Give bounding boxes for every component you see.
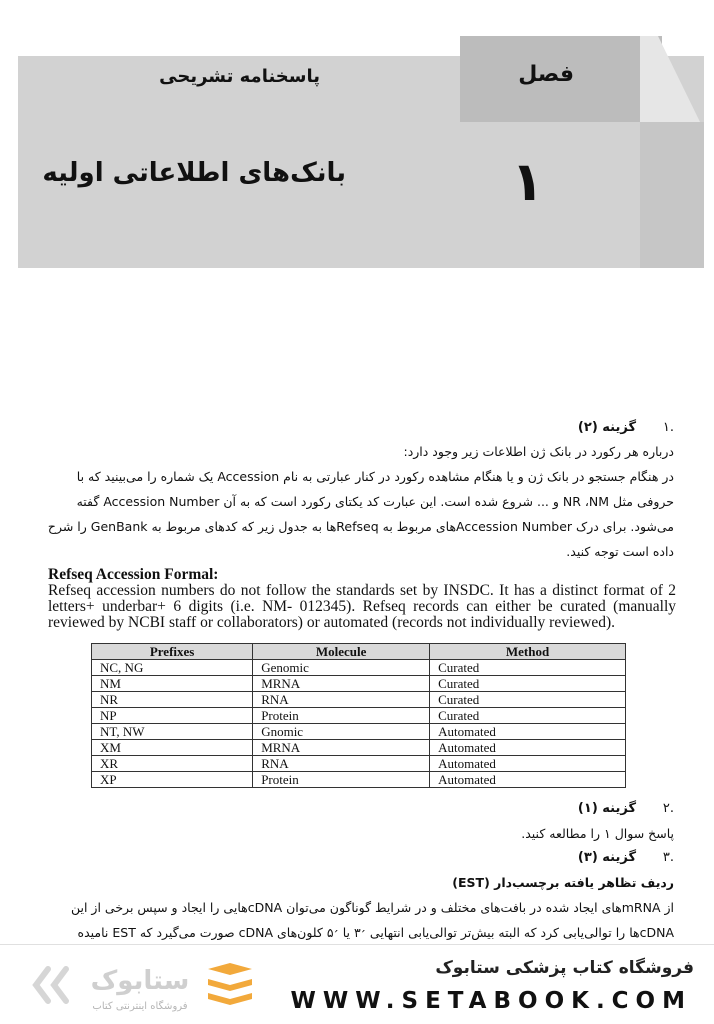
chapter-label: فصل — [518, 62, 574, 87]
cell-method: Automated — [430, 740, 626, 756]
question-3-number: .۳ — [662, 850, 674, 865]
question-1-line-4: می‌شود. برای درک Accession Numberهای مربوط به Refseqها به جدول زیر که کدهای مربوط به GenBank را شرح — [47, 519, 674, 534]
cell-prefix: NP — [92, 708, 253, 724]
question-1-line-2: در هنگام جستجو در بانک ژن و یا هنگام مشاهده رکورد در کنار عبارتی به نام Accession یک شماره را می‌بینید که با — [76, 469, 674, 484]
cell-method: Automated — [430, 772, 626, 788]
chapter-number: ۱ — [511, 150, 544, 213]
question-2-number: .۲ — [662, 801, 674, 816]
cell-method: Curated — [430, 676, 626, 692]
logo-graphic — [30, 955, 280, 1015]
cell-prefix: XP — [92, 772, 253, 788]
cell-method: Automated — [430, 756, 626, 772]
footer-divider — [0, 944, 714, 945]
column-header-molecule: Molecule — [253, 644, 430, 660]
cell-molecule: Genomic — [253, 660, 430, 676]
footer-shop-name: فروشگاه کتاب پزشکی ستابوک — [435, 958, 694, 978]
cell-molecule: Protein — [253, 772, 430, 788]
cell-prefix: XM — [92, 740, 253, 756]
cell-prefix: NM — [92, 676, 253, 692]
cell-molecule: MRNA — [253, 676, 430, 692]
column-header-method: Method — [430, 644, 626, 660]
logo-tagline: فروشگاه اینترنتی کتاب — [92, 1001, 188, 1012]
cell-prefix: NC, NG — [92, 660, 253, 676]
cell-molecule: Protein — [253, 708, 430, 724]
refseq-prefix-table — [91, 643, 626, 788]
table-row — [92, 708, 626, 724]
cell-method: Curated — [430, 692, 626, 708]
question-3-heading: ردیف تظاهر یافته برچسب‌دار (EST) — [452, 875, 674, 890]
question-1-line-5: داده است توجه کنید. — [566, 544, 674, 559]
question-2-line: پاسخ سوال ۱ را مطالعه کنید. — [521, 826, 674, 841]
cell-molecule: RNA — [253, 692, 430, 708]
logo-chevron-icon — [36, 969, 48, 1001]
table-header-row — [92, 644, 626, 660]
question-3-line-2: cDNAها را توالی‌یابی کرد که البته بیش‌تر توالی‌یابی انتهایی ׳۳ یا ׳۵ کلون‌های cDNA صورت می‌گیرد که EST نامیده — [77, 925, 674, 940]
refseq-heading: Refseq Accession Formal: — [48, 566, 219, 583]
book-stack-icon — [208, 963, 252, 1005]
column-header-prefixes: Prefixes — [92, 644, 253, 660]
cell-method: Curated — [430, 660, 626, 676]
question-3-line-1: از mRNAهای ایجاد شده در بافت‌های مختلف و در شرایط گوناگون می‌توان cDNAهایی را ایجاد و سپس برخی از این — [70, 900, 674, 915]
question-2-option: گزینه (۱) — [577, 801, 636, 816]
logo-chevron-icon — [54, 969, 66, 1001]
table-row — [92, 740, 626, 756]
cell-molecule: MRNA — [253, 740, 430, 756]
chapter-subtitle: پاسخنامه تشریحی — [159, 66, 320, 87]
table-row — [92, 676, 626, 692]
question-1-number: .۱ — [662, 420, 674, 435]
table-row — [92, 772, 626, 788]
cell-molecule: RNA — [253, 756, 430, 772]
cell-prefix: XR — [92, 756, 253, 772]
footer-website-link[interactable]: WWW.SETABOOK.COM — [290, 988, 692, 1014]
question-1-option: گزینه (۲) — [577, 420, 636, 435]
chapter-title: بانک‌های اطلاعاتی اولیه — [42, 158, 346, 188]
cell-prefix: NR — [92, 692, 253, 708]
logo-wordmark: ستابوک — [90, 966, 190, 996]
cell-method: Curated — [430, 708, 626, 724]
table-row — [92, 660, 626, 676]
cell-method: Automated — [430, 724, 626, 740]
table-row — [92, 724, 626, 740]
setabook-logo — [30, 955, 280, 1015]
question-3-option: گزینه (۳) — [577, 850, 636, 865]
refseq-paragraph: Refseq accession numbers do not follow the standards set by INSDC. It has a distinct format of 2 letters+ underbar+ 6 digits (i.e. NM- 012345). Refseq records can either be curated (manually reviewed by NCBI staff or collaborators) or automated (records not individually reviewed). — [48, 582, 676, 631]
question-1-line-1: درباره هر رکورد در بانک ژن اطلاعات زیر وجود دارد: — [403, 444, 674, 459]
table-row — [92, 756, 626, 772]
chapter-header-edge — [640, 122, 704, 268]
question-1-line-3: حروفی مثل NR ،NM و ... شروع شده است. این عبارت کد یکتای رکورد است که به آن Accession Number گفته — [76, 494, 674, 509]
cell-prefix: NT, NW — [92, 724, 253, 740]
table-row — [92, 692, 626, 708]
cell-molecule: Gnomic — [253, 724, 430, 740]
